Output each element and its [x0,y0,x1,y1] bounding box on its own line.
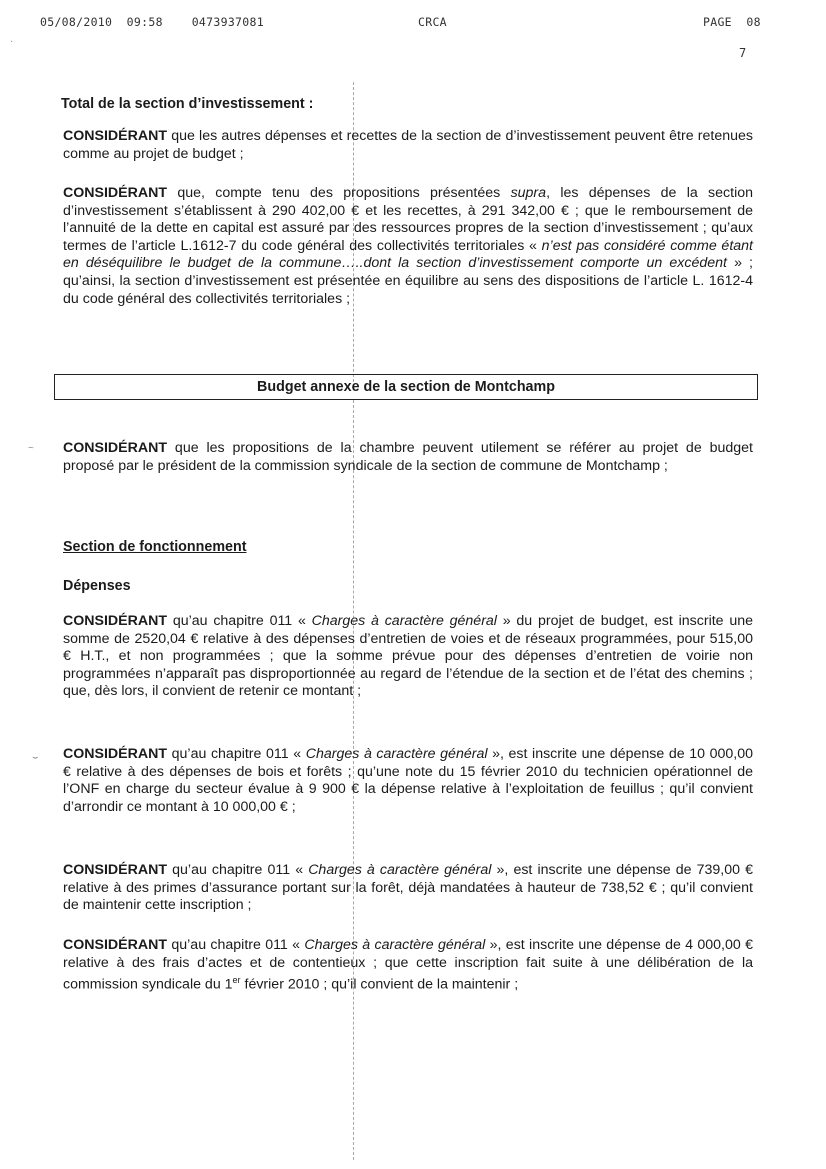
fax-header-sender: 05/08/2010 09:58 0473937081 [40,15,264,29]
section-title: Total de la section d’investissement : [61,96,314,112]
paragraph: CONSIDÉRANT que les propositions de la chambre peuvent utilement se référer au projet de budget proposé par le président de la commission syndicale de la section de commune de Montchamp ; [63,440,753,474]
fax-header-page: PAGE 08 [703,15,761,29]
paragraph: CONSIDÉRANT qu’au chapitre 011 « Charges à caractère général », est inscrite une dépense de 10 000,00 € relative à des dépenses de bois et forêts ; qu’une note du 15 février 2010 du technicien opérationnel de l’ONF en charge du secteur évalue à 9 900 € la dépense relative à l’exploitation de feuillus ; qu’il convient d’arrondir ce montant à 10 000,00 € ; [63,746,754,815]
paragraph: CONSIDÉRANT qu’au chapitre 011 « Charges à caractère général », est inscrite une dépense de 739,00 € relative à des primes d’assurance portant sur la forêt, déjà mandatées à hauteur de 738,52 € ; qu’il convient de maintenir cette inscription ; [63,862,754,914]
subsection-subtitle: Dépenses [63,578,131,594]
scan-mark: ~ [28,443,34,454]
paragraph: CONSIDÉRANT qu’au chapitre 011 « Charges à caractère général », est inscrite une dépense de 4 000,00 € relative à des frais d’actes et de contentieux ; que cette inscription fait suite à une délibération de la commission syndicale du 1er février 2010 ; qu’il convient de la maintenir ; [63,937,753,993]
fax-header-recipient: CRCA [418,15,447,29]
paragraph: CONSIDÉRANT que les autres dépenses et recettes de la section de d’investissement peuvent être retenues comme au projet de budget ; [63,128,753,162]
page-number: 7 [739,46,747,60]
paragraph: CONSIDÉRANT que, compte tenu des propositions présentées supra, les dépenses de la section d’investissement s’établissent à 290 402,00 € et les recettes, à 291 342,00 € ; que le remboursement de l’annuité de la dette en capital est assuré par des ressources propres de la section d’investissement ; qu’aux termes de l’article L.1612-7 du code général des collectivités territoriales « n’est pas considéré comme étant en déséquilibre le budget de la commune…..dont la section d’investissement comporte un excédent » ; qu’ainsi, la section d’investissement est présentée en équilibre au sens des dispositions de l’article L. 1612-4 du code général des collectivités territoriales ; [63,185,754,307]
scan-mark: ⌣ [32,752,39,763]
paragraph: CONSIDÉRANT qu’au chapitre 011 « Charges à caractère général » du projet de budget, est inscrite une somme de 2520,04 € relative à des dépenses d’entretien de voies et de réseaux programmées, pour 515,00 € H.T., et non programmées ; que la somme prévue pour des dépenses d’entretien de voirie non programmées n’apparaît pas disproportionnée au regard de l’étendue de la section et de l’état des chemins ; que, dès lors, il convient de retenir ce montant ; [63,613,754,700]
subsection-title: Section de fonctionnement [63,539,247,555]
annex-budget-box-title: Budget annexe de la section de Montchamp [54,374,758,400]
scan-speck: · [10,36,14,47]
